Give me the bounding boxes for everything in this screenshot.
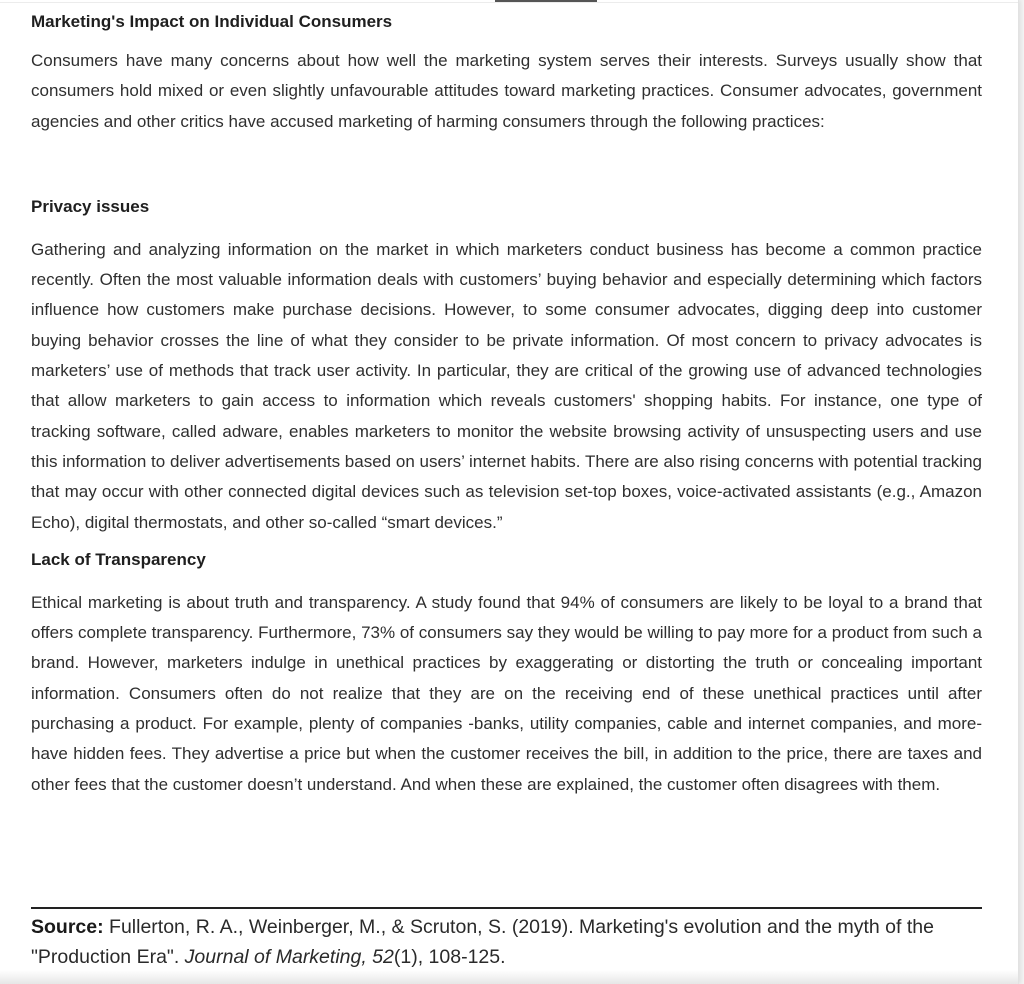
main-heading: Marketing's Impact on Individual Consumers — [31, 12, 393, 31]
source-divider — [31, 907, 982, 909]
source-journal: Journal of Marketing, 52 — [184, 946, 394, 968]
source-issue-pages: (1), 108-125. — [393, 946, 506, 968]
lack-of-transparency-heading: Lack of Transparency — [31, 549, 206, 569]
article-content — [31, 10, 982, 800]
source-label: Source: — [31, 916, 104, 938]
source-citation — [31, 912, 991, 972]
top-divider — [0, 2, 1018, 3]
intro-paragraph: Consumers have many concerns about how well the marketing system serves their interests. Surveys usually show that consumers hold mixed or even slightly unfavourable attitudes toward marketing practices. Consumer advocates, government agencies and other critics have accused marketing of harming consumers through the following practices: — [31, 51, 982, 131]
privacy-issues-heading: Privacy issues — [31, 196, 150, 216]
lack-of-transparency-paragraph: Ethical marketing is about truth and transparency. A study found that 94% of consumers are likely to be loyal to a brand that offers complete transparency. Furthermore, 73% of consumers say they would be willing to pay more for a product from such a brand. However, marketers indulge in unethical practices by exaggerating or distorting the truth or concealing important information. Consumers often do not realize that they are on the receiving end of these unethical practices until after purchasing a product. For example, plenty of companies -banks, utility companies, cable and internet companies, and more- have hidden fees. They advertise a price but when the customer receives the bill, in addition to the price, there are taxes and other fees that the customer doesn’t understand. And when these are explained, the customer often disagrees with them. — [31, 592, 982, 794]
source-authors-title: Fullerton, R. A., Weinberger, M., & Scruton, S. (2019). Marketing's evolution and the myth of the "Production Era". — [31, 916, 934, 968]
privacy-issues-paragraph: Gathering and analyzing information on the market in which marketers conduct business has become a common practice recently. Often the most valuable information deals with customers’ buying behavior and especially determining which factors influence how customers make purchase decisions. However, to some consumer advocates, digging deep into customer buying behavior crosses the line of what they consider to be private information. Of most concern to privacy advocates is marketers’ use of methods that track user activity. In particular, they are critical of the growing use of advanced technologies that allow marketers to gain access to information which reveals customers' shopping habits. For instance, one type of tracking software, called adware, enables marketers to monitor the website browsing activity of unsuspecting users and use this information to deliver advertisements based on users’ internet habits. There are also rising concerns with potential tracking that may occur with other connected digital devices such as television set-top boxes, voice-activated assistants (e.g., Amazon Echo), digital thermostats, and other so-called “smart devices.” — [31, 239, 982, 532]
bottom-edge-shadow — [0, 970, 1018, 984]
